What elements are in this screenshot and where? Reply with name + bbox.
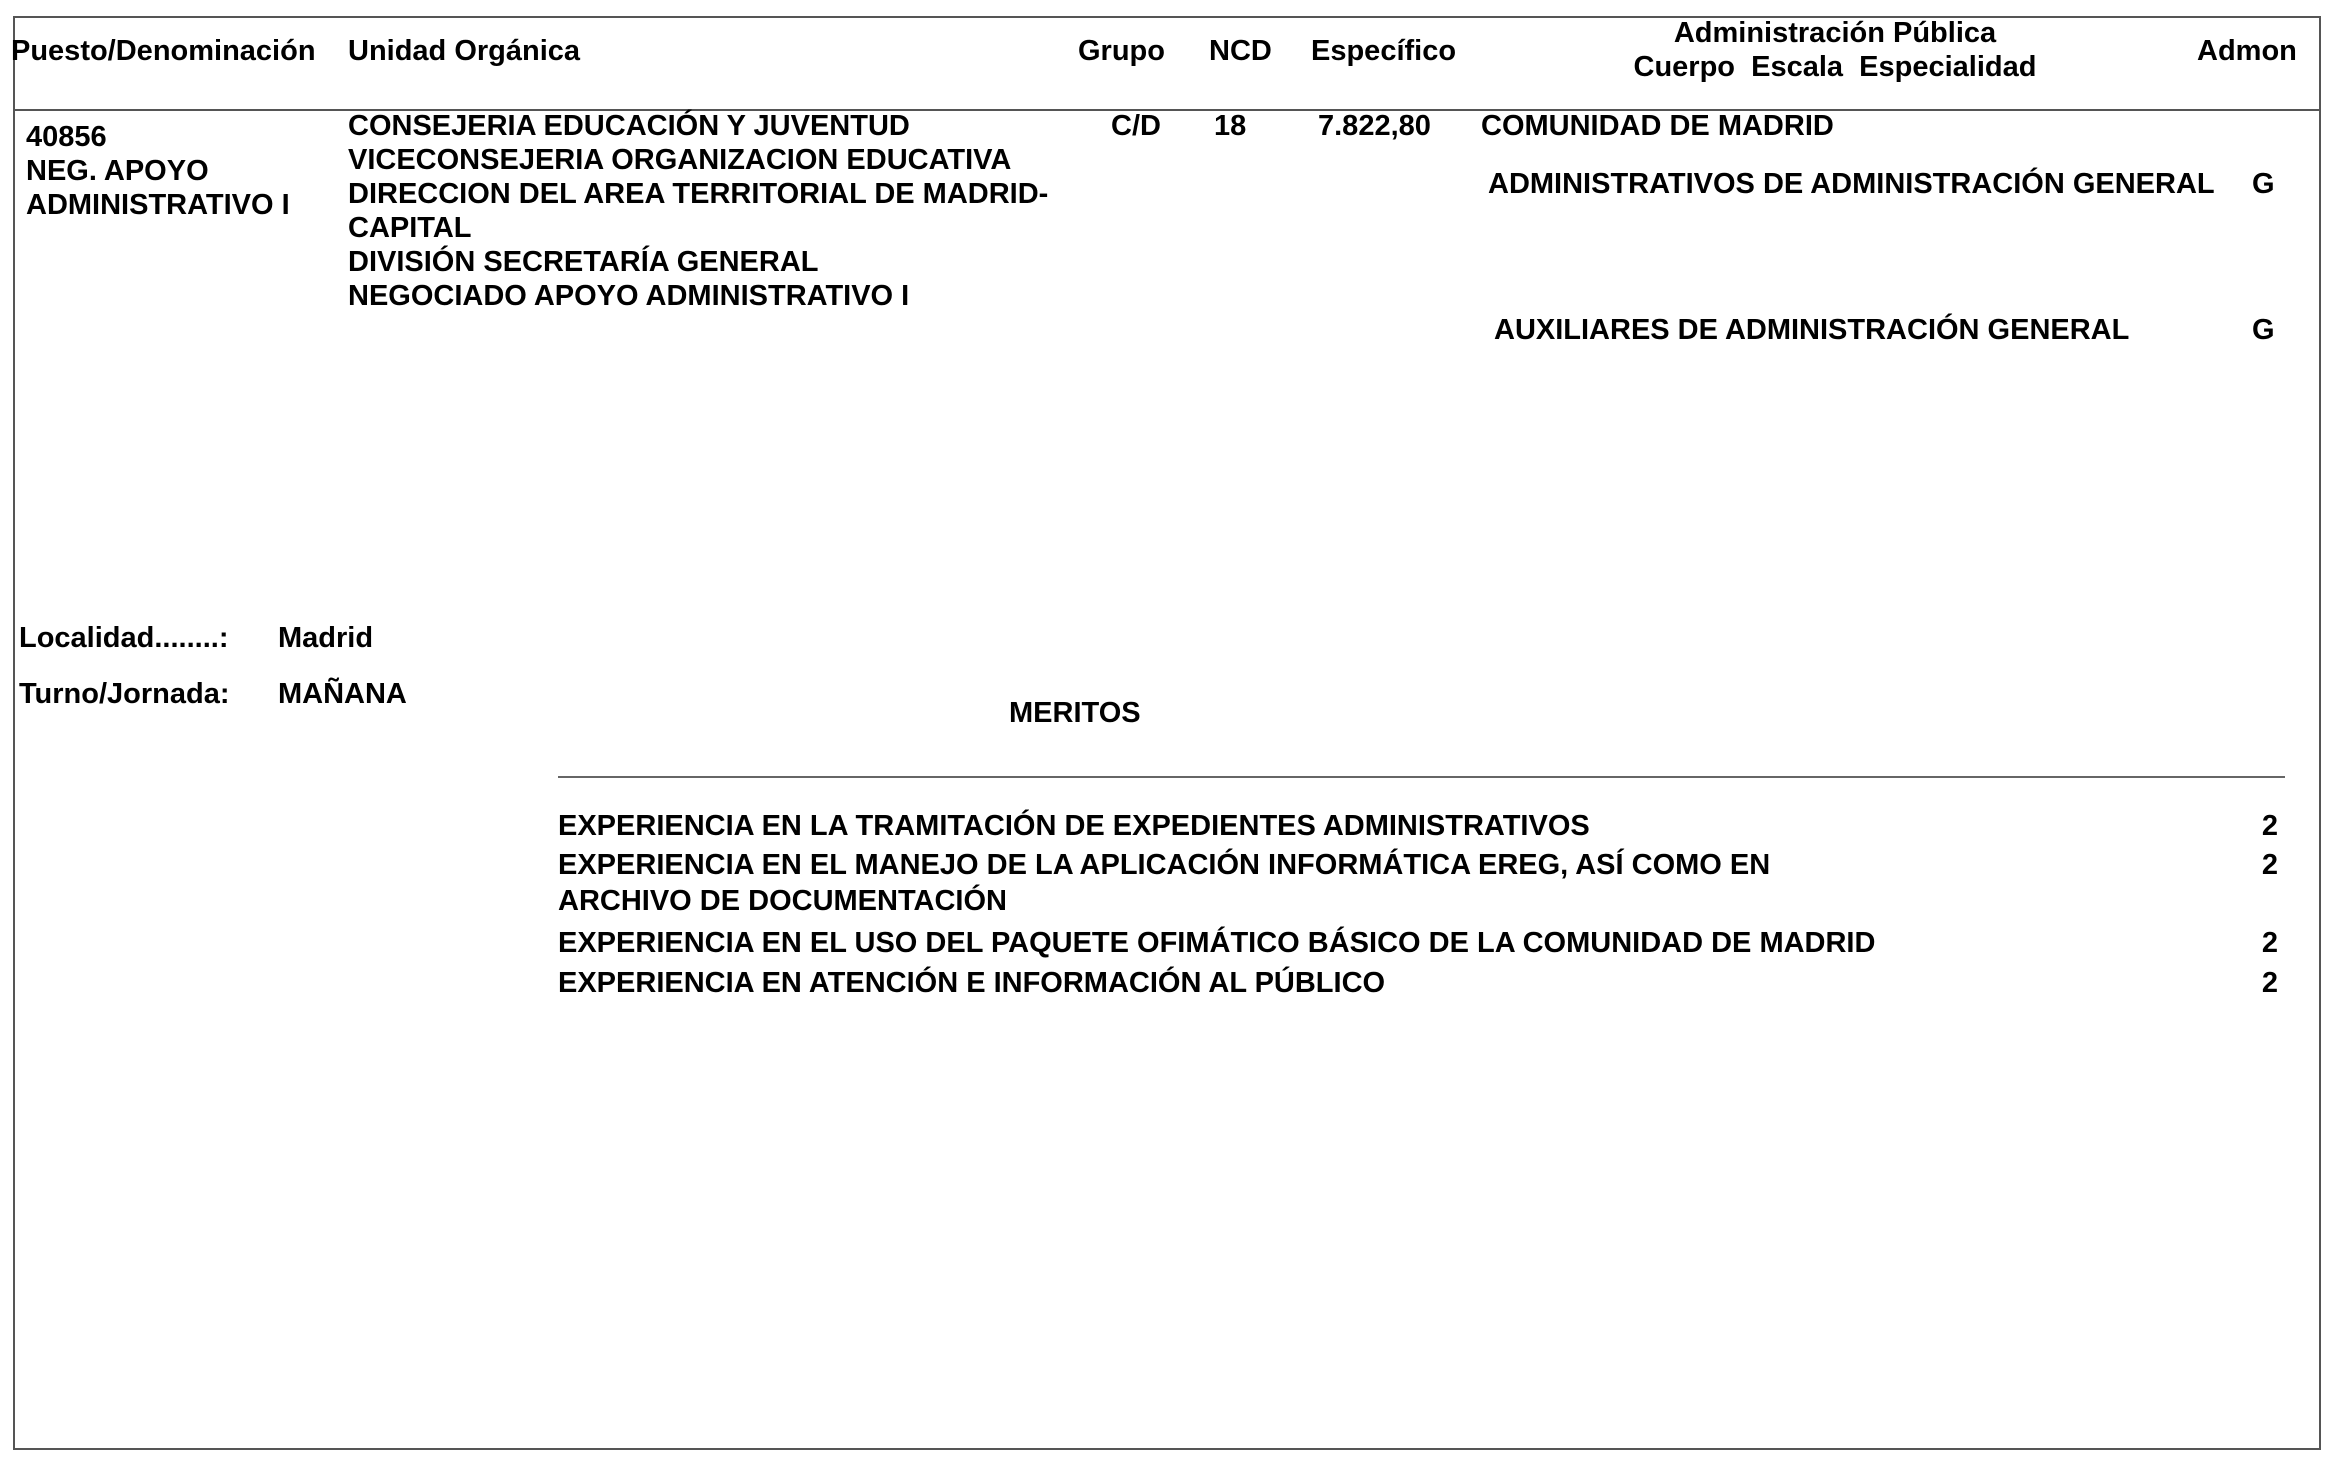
merit-item (558, 847, 2278, 919)
merit-text: EXPERIENCIA EN EL MANEJO DE LA APLICACIÓN INFORMÁTICA EREG, ASÍ COMO EN ARCHIVO DE DOCUMENTACIÓN (558, 849, 1771, 917)
meritos-divider (558, 776, 2285, 778)
cuerpo-name: ADMINISTRATIVOS DE ADMINISTRACIÓN GENERAL (1488, 168, 2215, 200)
unidad-line: CONSEJERIA EDUCACIÓN Y JUVENTUD (348, 110, 910, 142)
unidad-organica-block (348, 109, 1048, 313)
merit-item (558, 808, 2278, 844)
localidad-label: Localidad........: (19, 622, 229, 654)
merit-points: 2 (2261, 967, 2278, 999)
cuerpo-admon: G (2252, 314, 2275, 346)
puesto-name-line: ADMINISTRATIVO I (26, 189, 290, 221)
merit-text: EXPERIENCIA EN LA TRAMITACIÓN DE EXPEDIENTES ADMINISTRATIVOS (558, 810, 1590, 842)
localidad-value: Madrid (278, 622, 374, 654)
header-unidad: Unidad Orgánica (348, 35, 581, 67)
turno-label: Turno/Jornada: (19, 678, 230, 710)
especifico-value: 7.822,80 (1318, 110, 1431, 142)
puesto-code: 40856 (26, 121, 107, 153)
header-ncd: NCD (1209, 35, 1272, 67)
unidad-line: CAPITAL (348, 212, 472, 244)
header-admin-publica: Administración Pública (1673, 17, 1997, 49)
unidad-line: VICECONSEJERIA ORGANIZACION EDUCATIVA (348, 144, 1012, 176)
grupo-value: C/D (1111, 110, 1161, 142)
ncd-value: 18 (1214, 110, 1247, 142)
puesto-name-line: NEG. APOYO (26, 155, 209, 187)
turno-value: MAÑANA (278, 678, 407, 710)
meritos-title: MERITOS (1009, 697, 1141, 729)
header-puesto: Puesto/Denominación (11, 35, 316, 67)
unidad-line: DIRECCION DEL AREA TERRITORIAL DE MADRID- (348, 178, 1049, 210)
unidad-line: DIVISIÓN SECRETARÍA GENERAL (348, 246, 819, 278)
merit-points: 2 (2261, 810, 2278, 842)
cuerpo-admon: G (2252, 168, 2275, 200)
merit-points: 2 (2261, 849, 2278, 881)
header-cuerpo-escala: Cuerpo Escala Especialidad (1633, 51, 2037, 83)
unidad-line: NEGOCIADO APOYO ADMINISTRATIVO I (348, 280, 910, 312)
merit-text: EXPERIENCIA EN EL USO DEL PAQUETE OFIMÁTICO BÁSICO DE LA COMUNIDAD DE MADRID (558, 927, 1876, 959)
merit-text: EXPERIENCIA EN ATENCIÓN E INFORMACIÓN AL PÚBLICO (558, 967, 1386, 999)
merit-item (558, 925, 2278, 961)
cuerpo-name: AUXILIARES DE ADMINISTRACIÓN GENERAL (1494, 314, 2130, 346)
merit-item (558, 965, 2278, 1001)
header-grupo: Grupo (1078, 35, 1165, 67)
puesto-block (26, 120, 290, 222)
merit-points: 2 (2261, 927, 2278, 959)
header-especifico: Específico (1311, 35, 1457, 67)
header-admon: Admon (2197, 35, 2297, 67)
administracion-value: COMUNIDAD DE MADRID (1481, 110, 1834, 142)
